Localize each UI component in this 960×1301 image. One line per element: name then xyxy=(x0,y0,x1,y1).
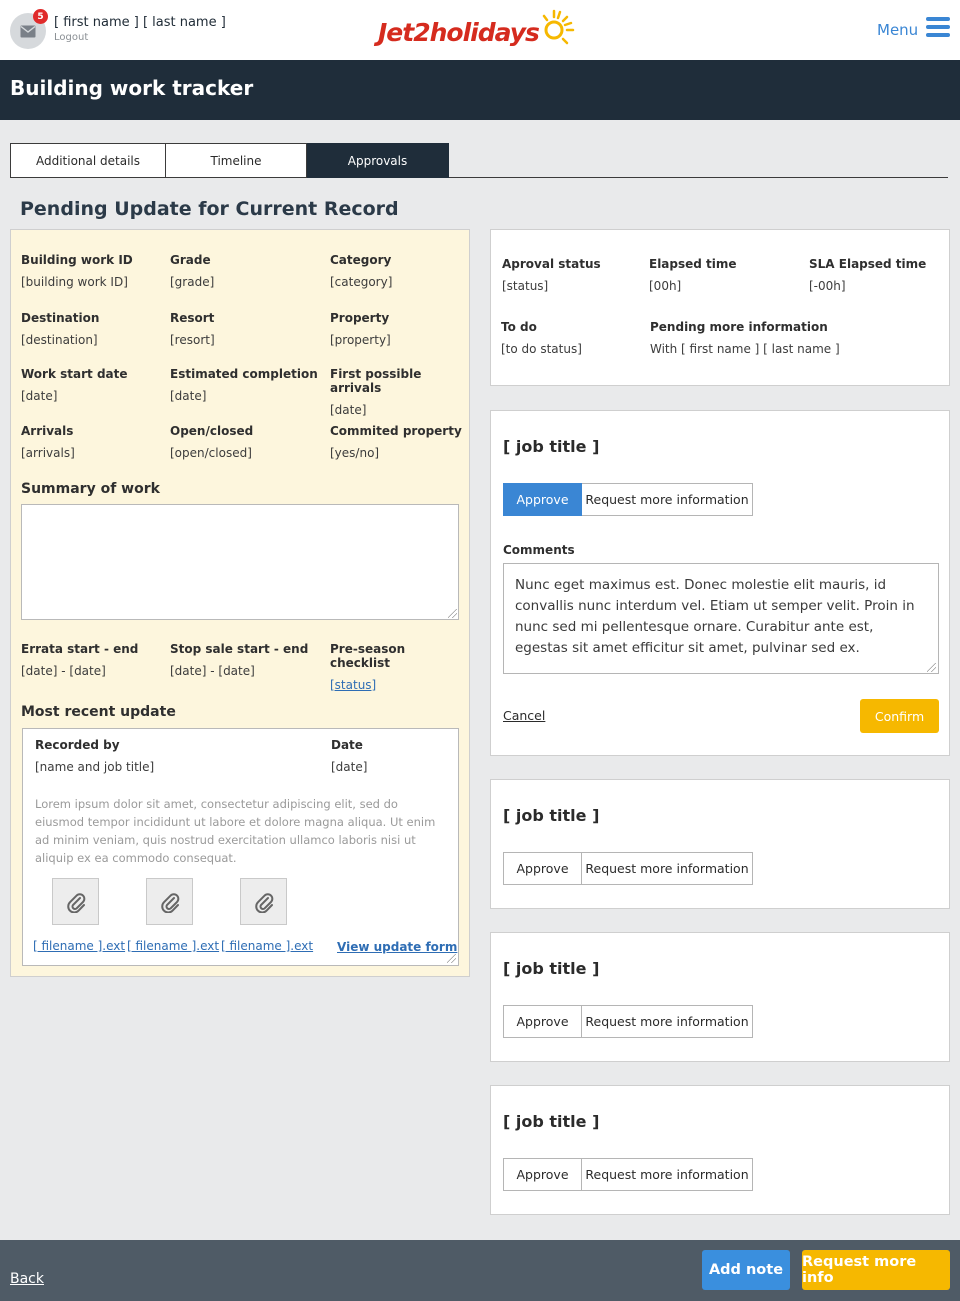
tab-bar xyxy=(10,143,449,178)
pending-label: Pending more information xyxy=(650,320,828,334)
approval-button-group xyxy=(503,852,753,885)
approval-status xyxy=(502,257,601,293)
field-label: Work start date xyxy=(21,367,128,381)
field-destination xyxy=(21,311,99,347)
back-link[interactable]: Back xyxy=(10,1271,44,1287)
update-body-text: Lorem ipsum dolor sit amet, consectetur adipiscing elit, sed do eiusmod tempor incididunt ut labore et dolore magna aliqua. Ut enim ad minim veniam, quis nostrud exercitation ullamco laboris nisi ut aliquip ex ea commodo consequat. xyxy=(35,797,436,865)
recent-update-box xyxy=(22,728,459,966)
approver-card xyxy=(490,1085,950,1215)
to-do-value: [to do status] xyxy=(501,342,582,356)
jet2holidays-logo[interactable] xyxy=(378,8,584,54)
approver-card xyxy=(490,932,950,1062)
update-date xyxy=(331,738,367,774)
field-value: [arrivals] xyxy=(21,446,75,460)
menu-label[interactable]: Menu xyxy=(877,21,919,39)
field-label: Property xyxy=(330,311,390,325)
elapsed-time-label: Elapsed time xyxy=(649,257,737,271)
field-value: [date] xyxy=(170,389,207,403)
field-stop-sale xyxy=(170,642,308,678)
field-arrivals xyxy=(21,424,75,460)
field-label: Open/closed xyxy=(170,424,254,438)
elapsed-time xyxy=(649,257,737,293)
field-value: [open/closed] xyxy=(170,446,252,460)
tab-additional-details[interactable]: Additional details xyxy=(10,143,166,178)
field-value: [date] xyxy=(330,403,367,417)
field-value: [category] xyxy=(330,275,393,289)
approval-button-group xyxy=(503,1158,753,1191)
date-label: Date xyxy=(331,738,363,752)
field-work-start-date xyxy=(21,367,128,403)
approver-card xyxy=(490,779,950,909)
field-pre-season-checklist xyxy=(330,642,469,692)
field-resort xyxy=(170,311,215,347)
field-value: [date] xyxy=(21,389,58,403)
checklist-status-link[interactable]: [status] xyxy=(330,678,377,692)
field-label: Grade xyxy=(170,253,211,267)
summary-of-work-label: Summary of work xyxy=(21,481,160,497)
field-value: [property] xyxy=(330,333,391,347)
recorded-by xyxy=(35,738,154,774)
approval-status-value: [status] xyxy=(502,279,549,293)
field-value: [building work ID] xyxy=(21,275,128,289)
attachment-filename-link[interactable]: [ filename ].ext xyxy=(33,939,126,953)
resize-handle-icon[interactable] xyxy=(448,609,457,618)
field-errata xyxy=(21,642,138,678)
sla-elapsed-label: SLA Elapsed time xyxy=(809,257,927,271)
field-label: Errata start - end xyxy=(21,642,139,656)
approval-status-label: Aproval status xyxy=(502,257,601,271)
attachment-paperclip-icon[interactable] xyxy=(52,878,99,925)
comments-textarea[interactable]: Nunc eget maximus est. Donec molestie elit mauris, id convallis nunc interdum vel. Etiam ut semper velit. Proin in nunc sed mi pellentesque ornare. Curabitur ante est, egestas sit amet efficitur sit amet, pulvinar sed ex. xyxy=(503,563,939,674)
field-building-work-id xyxy=(21,253,133,289)
job-title: [ job title ] xyxy=(503,806,600,825)
request-more-info-button[interactable]: Request more info xyxy=(802,1250,950,1290)
field-label: Arrivals xyxy=(21,424,74,438)
field-open-closed xyxy=(170,424,253,460)
view-update-form-link[interactable]: View update form xyxy=(337,940,458,954)
field-value: [resort] xyxy=(170,333,215,347)
field-value: [destination] xyxy=(21,333,98,347)
field-grade xyxy=(170,253,214,289)
field-first-possible-arrivals xyxy=(330,367,469,417)
job-title: [ job title ] xyxy=(503,437,600,456)
field-label: Estimated completion xyxy=(170,367,318,381)
page-title: Building work tracker xyxy=(10,76,254,100)
recorded-by-value: [name and job title] xyxy=(35,760,155,774)
request-more-information-button[interactable]: Request more information xyxy=(582,483,753,516)
field-commited-property xyxy=(330,424,462,460)
field-label: Category xyxy=(330,253,392,267)
field-property xyxy=(330,311,391,347)
field-label: First possible arrivals xyxy=(330,367,422,395)
approval-button-group xyxy=(503,483,753,516)
request-more-information-button[interactable]: Request more information xyxy=(582,852,753,885)
field-label: Resort xyxy=(170,311,215,325)
approve-button[interactable]: Approve xyxy=(503,483,582,516)
user-name: [ first name ] [ last name ] xyxy=(54,15,226,30)
field-label: Pre-season checklist xyxy=(330,642,406,670)
job-title: [ job title ] xyxy=(503,959,600,978)
job-title: [ job title ] xyxy=(503,1112,600,1131)
field-label: Commited property xyxy=(330,424,462,438)
request-more-information-button[interactable]: Request more information xyxy=(582,1005,753,1038)
resize-handle-icon[interactable] xyxy=(927,663,936,672)
sun-icon xyxy=(536,8,584,54)
field-value: [date] - [date] xyxy=(170,664,255,678)
field-label: Stop sale start - end xyxy=(170,642,309,656)
approval-button-group xyxy=(503,1005,753,1038)
pending-value: With [ first name ] [ last name ] xyxy=(650,342,840,356)
section-title: Pending Update for Current Record xyxy=(20,198,399,220)
resize-handle-icon[interactable] xyxy=(447,954,456,963)
approver-card xyxy=(490,410,950,756)
comments-label: Comments xyxy=(503,543,575,557)
notification-badge: 5 xyxy=(33,9,48,24)
attachment-filename-link[interactable]: [ filename ].ext xyxy=(127,939,220,953)
field-estimated-completion xyxy=(170,367,318,403)
tab-approvals[interactable]: Approvals xyxy=(307,143,449,178)
elapsed-time-value: [00h] xyxy=(649,279,682,293)
attachment-filename-link[interactable]: [ filename ].ext xyxy=(221,939,314,953)
add-note-button[interactable]: Add note xyxy=(702,1250,790,1290)
attachment-paperclip-icon[interactable] xyxy=(146,878,193,925)
top-bar xyxy=(0,0,960,60)
recorded-by-label: Recorded by xyxy=(35,738,120,752)
mail-button[interactable] xyxy=(10,13,46,49)
most-recent-update-label: Most recent update xyxy=(21,704,176,720)
approval-status-card xyxy=(490,229,950,386)
field-value: [date] - [date] xyxy=(21,664,106,678)
sla-elapsed-value: [-00h] xyxy=(809,279,846,293)
summary-of-work-textarea[interactable] xyxy=(21,504,459,620)
confirm-button[interactable]: Confirm xyxy=(860,699,939,733)
hamburger-menu-icon[interactable] xyxy=(926,17,950,41)
field-label: Building work ID xyxy=(21,253,133,267)
to-do-label: To do xyxy=(501,320,537,334)
to-do xyxy=(501,320,582,356)
cancel-link[interactable]: Cancel xyxy=(503,708,546,723)
field-label: Destination xyxy=(21,311,100,325)
date-value: [date] xyxy=(331,760,368,774)
sla-elapsed-time xyxy=(809,257,926,293)
record-details-panel xyxy=(10,229,470,977)
field-value: [grade] xyxy=(170,275,215,289)
approve-button[interactable]: Approve xyxy=(503,852,582,885)
field-value: [yes/no] xyxy=(330,446,380,460)
field-category xyxy=(330,253,392,289)
logo-text: Jet2holidays xyxy=(378,18,539,47)
attachment-paperclip-icon[interactable] xyxy=(240,878,287,925)
logout-link[interactable]: Logout xyxy=(54,32,89,43)
request-more-information-button[interactable]: Request more information xyxy=(582,1158,753,1191)
tab-timeline[interactable]: Timeline xyxy=(166,143,307,178)
approve-button[interactable]: Approve xyxy=(503,1005,582,1038)
pending-more-information xyxy=(650,320,840,356)
approve-button[interactable]: Approve xyxy=(503,1158,582,1191)
tab-underline xyxy=(449,177,948,178)
